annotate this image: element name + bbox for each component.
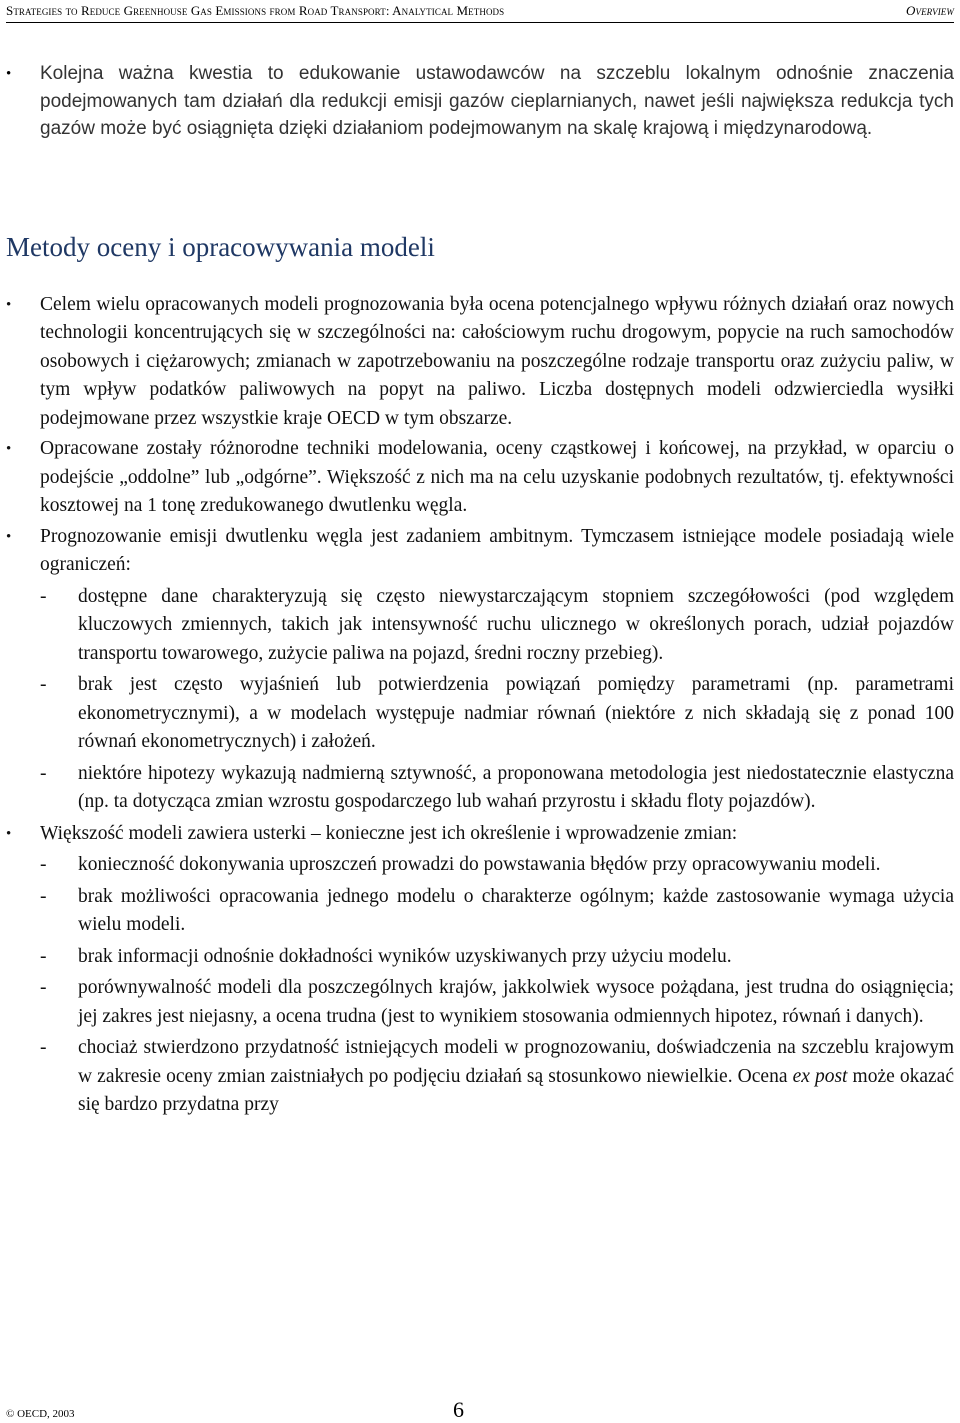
defect-item xyxy=(40,1034,954,1120)
defect-text: porównywalność modeli dla poszczególnych krajów, jakkolwiek wysoce pożądana, jest trudna do osiągnięcia; jej zakres jest niejasny, a ocena trudna (jest to wynikiem stosowania odmiennych hipotez, równań i danych). xyxy=(78,977,954,1027)
dash-marker: - xyxy=(40,854,47,875)
bullet-icon: • xyxy=(6,296,12,313)
section-heading: Metody oceny i opracowywania modeli xyxy=(6,231,435,262)
dash-marker: - xyxy=(40,885,47,907)
bullet-item xyxy=(6,820,954,849)
limitation-item xyxy=(40,760,954,817)
bullet-icon: • xyxy=(6,825,12,842)
limitation-text: dostępne dane charakteryzują się często niewystarczającym stopniem szczegółowości (pod względem kluczowych zmiennych, takich jak intensywność ruchu ulicznego w określonych porach, udział pojazdów transportu towarowego, zużycie paliwa na pojazd, średni roczny przebieg). xyxy=(78,585,954,664)
bullet-text: Prognozowanie emisji dwutlenku węgla jest zadaniem ambitnym. Tymczasem istniejące modele posiadają wiele ograniczeń: xyxy=(40,525,954,575)
bullet-text: Opracowane zostały różnorodne techniki modelowania, oceny cząstkowej i końcowej, na przykład, w oparciu o podejście „oddolne” lub „odgórne”. Większość z nich ma na celu uzyskanie podobnych rezultatów, tj. efektywności kosztowej na 1 tonę zredukowanego dwutlenku węgla. xyxy=(40,438,954,516)
bullet-icon: • xyxy=(6,528,12,545)
defect-text: brak informacji odnośnie dokładności wyników uzyskiwanych przy użyciu modelu. xyxy=(78,945,732,967)
page-content xyxy=(6,60,954,1123)
defect-item xyxy=(40,883,954,940)
limitation-item xyxy=(40,671,954,757)
dash-marker: - xyxy=(40,674,47,695)
header-title: Strategies to Reduce Greenhouse Gas Emissions from Road Transport: Analytical Methods xyxy=(6,3,505,18)
bullet-icon: • xyxy=(6,441,12,457)
defect-text-last xyxy=(78,1034,954,1120)
bullet-icon: • xyxy=(6,66,12,82)
bullet-item xyxy=(6,435,954,521)
bullet-item xyxy=(6,523,954,580)
defect-item xyxy=(40,851,954,880)
running-header xyxy=(6,0,954,23)
dash-marker: - xyxy=(40,1037,47,1058)
defect-text-part: może okazać się bardzo przydatna przy xyxy=(78,1065,954,1115)
intro-bullet-item xyxy=(6,60,954,143)
dash-marker: - xyxy=(40,762,47,784)
dash-marker: - xyxy=(40,945,47,967)
limitation-text: niektóre hipotezy wykazują nadmierną sztywność, a proponowana metodologia jest niedostatecznie elastyczna (np. ta dotycząca zmian wzrostu gospodarczego lub wahań przyrostu i składu floty pojazdów). xyxy=(78,762,954,812)
bullet-text: Celem wielu opracowanych modeli prognozowania była ocena potencjalnego wpływu różnych działań oraz nowych technologii koncentrujących się w szczególności na: całościowym ruchu drogowym, popycie na ruch samochodów osobowych i ciężarowych; zmianach w zapotrzebowaniu na poszczególne rodzaje transportu oraz zużyciu paliw, w tym wpływ podatków paliwowych na popyt na paliwo. Liczba dostępnych modeli odzwierciedla wysiłki podejmowane przez wszystkie kraje OECD w tym obszarze. xyxy=(40,293,954,429)
dash-marker: - xyxy=(40,585,47,607)
header-section: Overview xyxy=(905,3,954,18)
ex-post-term: ex post xyxy=(792,1065,848,1087)
defect-item xyxy=(40,974,954,1031)
page-footer xyxy=(6,1395,954,1423)
limitation-text: brak jest często wyjaśnień lub potwierdzenia powiązań pomiędzy parametrami (np. parametrami ekonometrycznymi), a w modelach występuje nadmiar równań (niektóre z nich składają się z ponad 100 równań ekonometrycznych) i założeń. xyxy=(78,674,954,752)
defect-text: brak możliwości opracowania jednego modelu o charakterze ogólnym; każde zastosowanie wymaga użycia wielu modeli. xyxy=(78,885,954,935)
limitation-item xyxy=(40,583,954,669)
intro-paragraph: Kolejna ważna kwestia to edukowanie ustawodawców na szczeblu lokalnym odnośnie znaczenia podejmowanych tam działań dla redukcji emisji gazów cieplarnianych, nawet jeśli największa redukcja tych gazów może być osiągnięta dzięki działaniom podejmowanym na skalę krajową i międzynarodową. xyxy=(40,63,954,139)
copyright-notice: © OECD, 2003 xyxy=(6,1408,75,1420)
section-body xyxy=(6,291,954,1120)
defect-text: konieczność dokonywania uproszczeń prowadzi do powstawania błędów przy opracowywaniu modeli. xyxy=(78,854,881,875)
dash-marker: - xyxy=(40,977,47,998)
bullet-item xyxy=(6,291,954,434)
bullet-text: Większość modeli zawiera usterki – konieczne jest ich określenie i wprowadzenie zmian: xyxy=(40,822,738,844)
defect-item xyxy=(40,943,954,972)
defect-text-part: chociaż stwierdzono przydatność istniejących modeli w prognozowaniu, doświadczenia na szczeblu krajowym w zakresie oceny zmian zaistniałych po podjęciu działań są stosunkowo niewielkie. Ocena xyxy=(78,1037,954,1087)
page-number: 6 xyxy=(453,1397,464,1422)
